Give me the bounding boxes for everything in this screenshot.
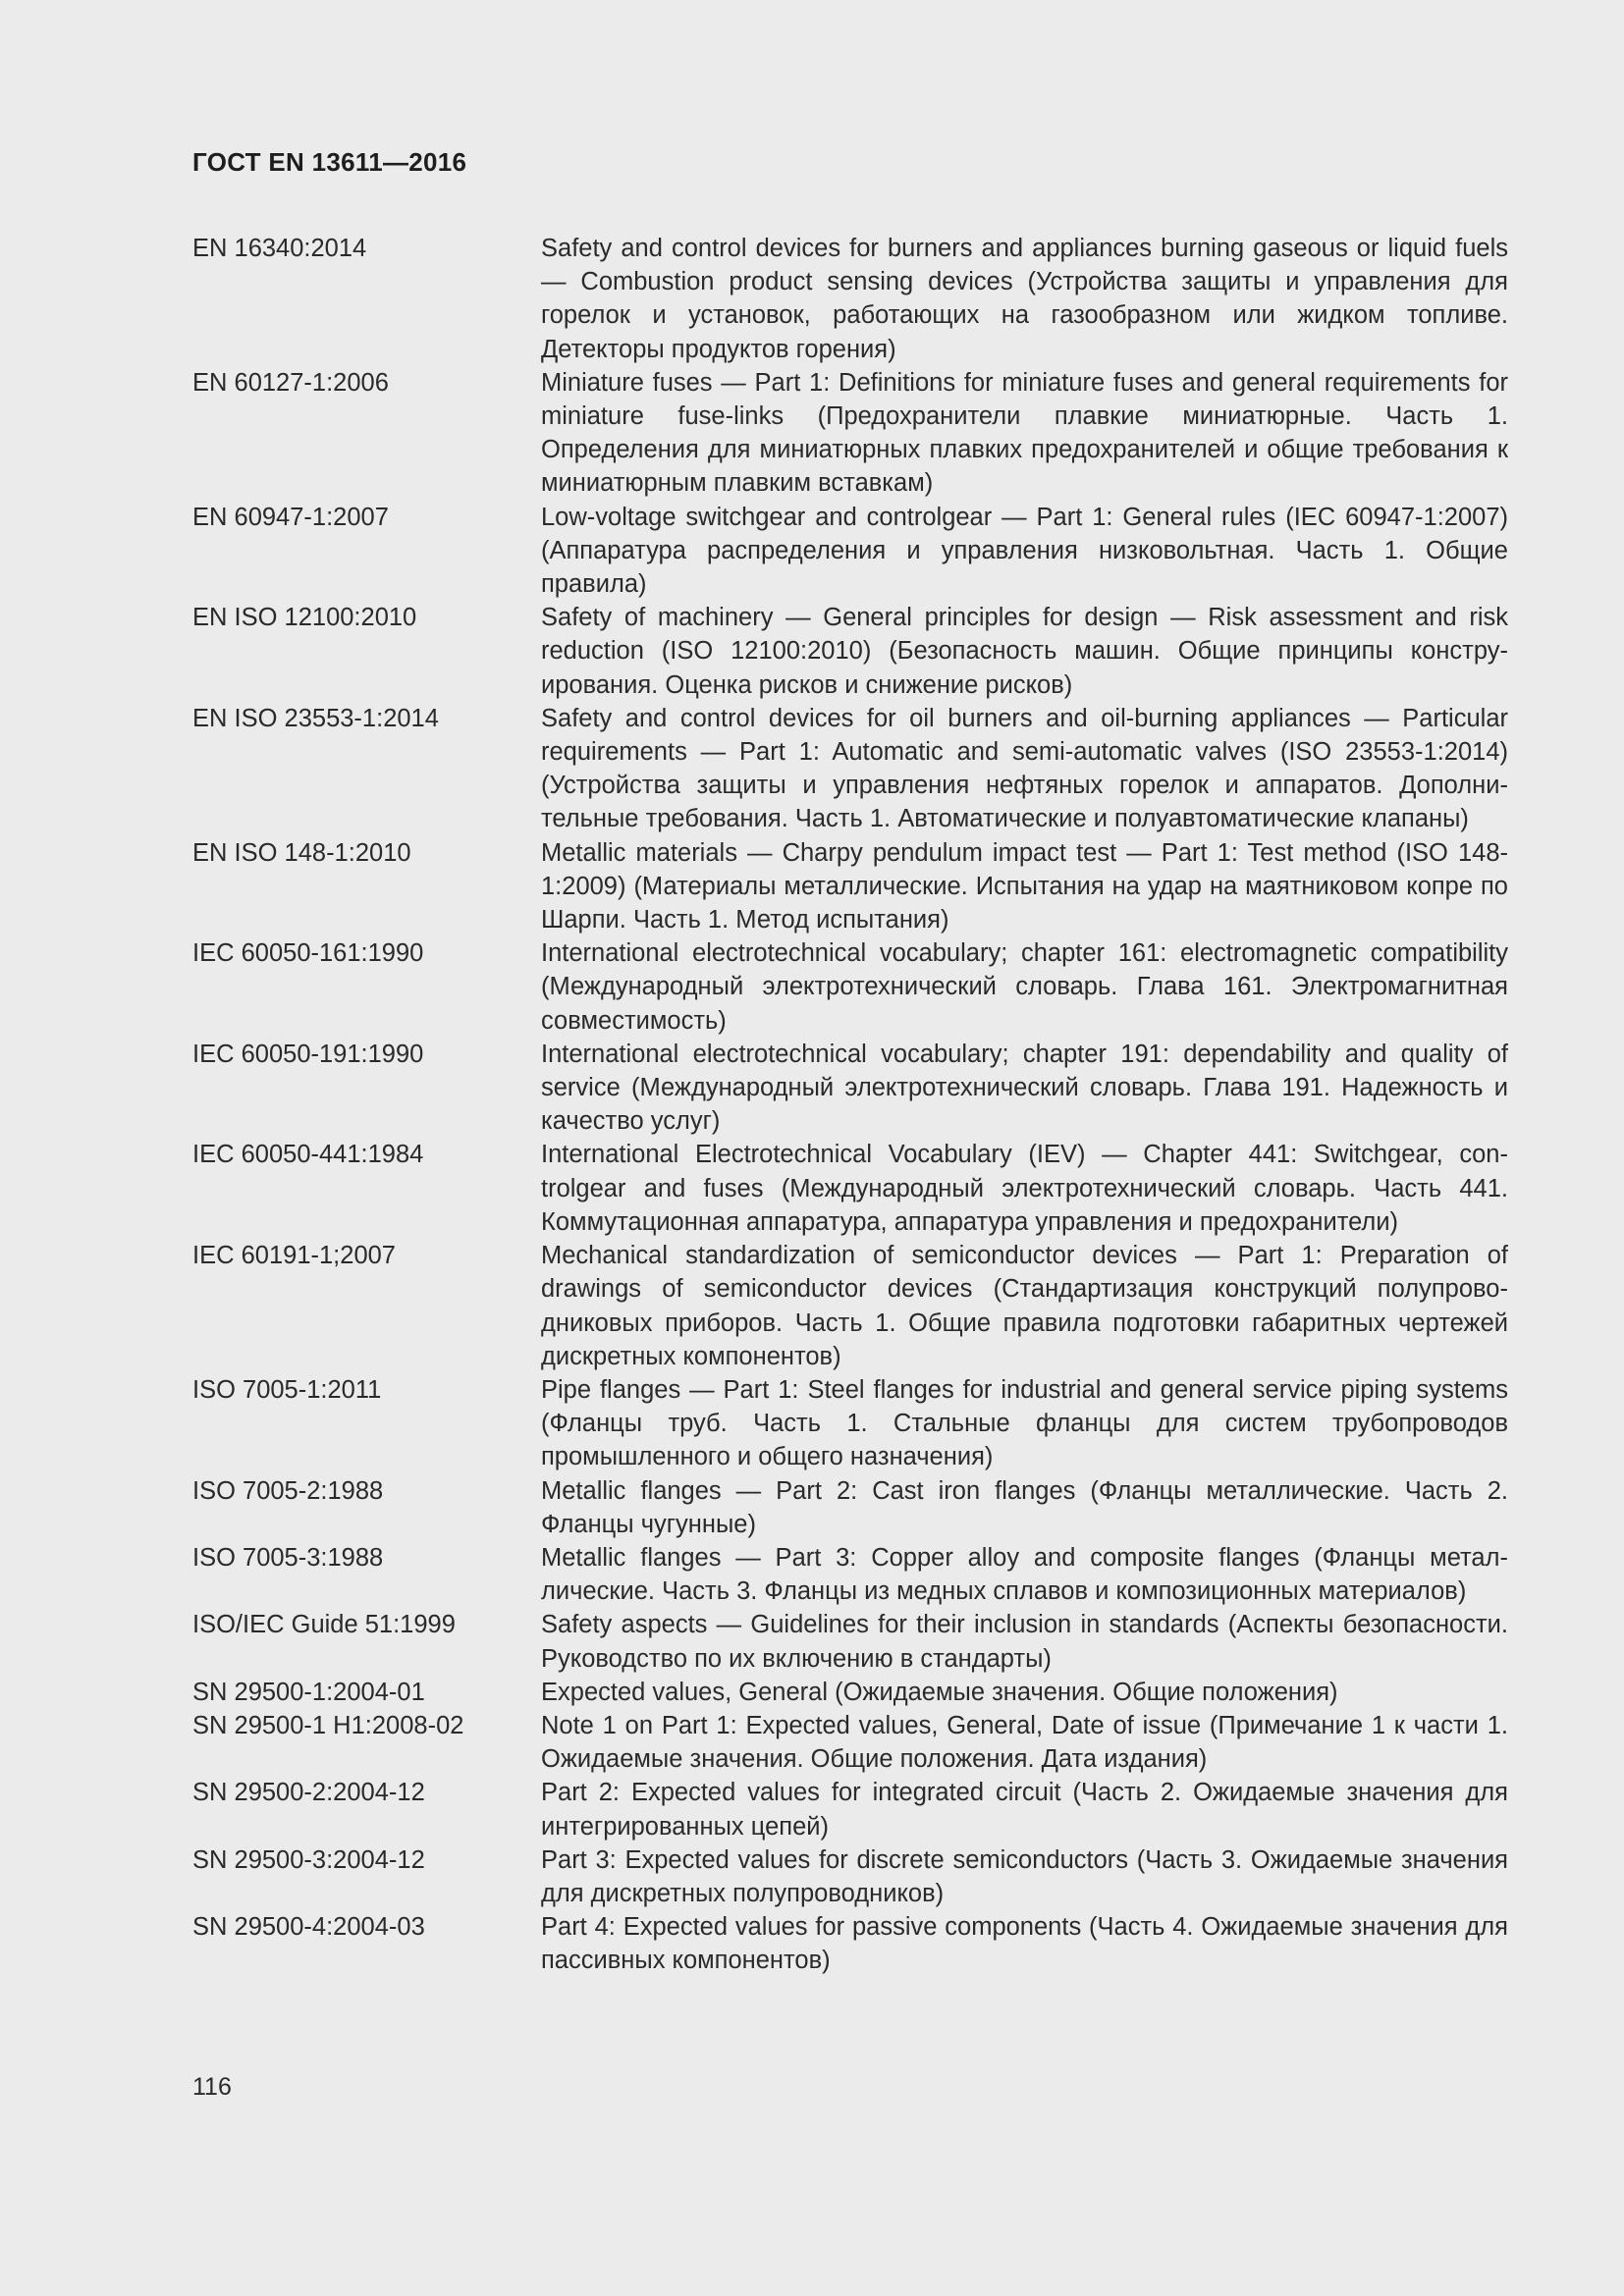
reference-code: IEC 60050-191:1990 <box>192 1040 424 1068</box>
reference-code: EN ISO 12100:2010 <box>192 604 417 632</box>
reference-title: International Electrotechnical Vocabulary (IEV) — Chapter 441: Switchgear, controlgear and fuses (Международный электротехнический словарь. Часть 441. Коммутационная аппаратура, аппаратура управления и предохранители) <box>541 1141 1508 1236</box>
reference-code: ISO/IEC Guide 51:1999 <box>192 1611 456 1639</box>
reference-code: ISO 7005-1:2011 <box>192 1375 382 1404</box>
reference-code: IEC 60191-1;2007 <box>192 1242 396 1270</box>
reference-code: SN 29500-3:2004-12 <box>192 1845 425 1874</box>
reference-code: ISO 7005-2:1988 <box>192 1476 384 1505</box>
reference-code: ISO 7005-3:1988 <box>192 1543 384 1572</box>
reference-code: IEC 60050-441:1984 <box>192 1141 424 1169</box>
reference-title: Part 3: Expected values for discrete semiconductors (Часть 3. Ожидаемые значения для дискретных полупроводников) <box>541 1845 1508 1907</box>
reference-code: EN ISO 148-1:2010 <box>192 838 411 867</box>
reference-row <box>192 936 1508 1038</box>
reference-title: Expected values, General (Ожидаемые значения. Общие положения) <box>541 1678 1338 1706</box>
reference-row <box>192 1138 1508 1239</box>
reference-code: SN 29500-1:2004-01 <box>192 1678 425 1706</box>
reference-row <box>192 1474 1508 1541</box>
reference-row <box>192 1709 1508 1776</box>
reference-title: Part 4: Expected values for passive components (Часть 4. Ожидаемые значения для пассивных компонентов) <box>541 1913 1508 1975</box>
reference-row <box>192 601 1508 702</box>
reference-row <box>192 1541 1508 1608</box>
document-header: ГОСТ EN 13611—2016 <box>192 147 467 177</box>
reference-title: Note 1 on Part 1: Expected values, General, Date of issue (Примечание 1 к части 1. Ожидаемые значения. Общие положения. Дата издания) <box>541 1711 1508 1774</box>
reference-title: Safety of machinery — General principles for design — Risk assessment and risk reduction (ISO 12100:2010) (Безопасность машин. Общие принципы конструирования. Оценка рисков и снижение рисков) <box>541 604 1508 699</box>
reference-row <box>192 1843 1508 1910</box>
reference-title: Low-voltage switchgear and controlgear — Part 1: General rules (IEC 60947-1:2007) (Аппаратура распределения и управления низковольтная. Часть 1. Общие правила) <box>541 503 1508 599</box>
reference-code: EN ISO 23553-1:2014 <box>192 704 439 732</box>
reference-row <box>192 1608 1508 1675</box>
reference-code: EN 60947-1:2007 <box>192 503 389 531</box>
reference-title: Mechanical standardization of semiconductor devices — Part 1: Preparation of drawings of semiconductor devices (Стандартизация конструкций полупроводниковых приборов. Часть 1. Общие правила подготовки габаритных чертежей дискретных компонентов) <box>541 1242 1508 1370</box>
reference-list <box>192 232 1508 1978</box>
reference-code: SN 29500-1 H1:2008-02 <box>192 1711 464 1739</box>
reference-title: Safety and control devices for burners and appliances burning gaseous or liquid fuels — Combustion product sensing devices (Устройства защиты и управления для горелок и установок, работающих на газообразном или жидком топливе. Детекторы продуктов горения) <box>541 235 1508 363</box>
reference-title: Miniature fuses — Part 1: Definitions for miniature fuses and general requirements for miniature fuse-links (Предохранители плавкие миниатюрные. Часть 1. Определения для миниатюрных плавких предохранителей и общие требования к миниатюрным плавким вставкам) <box>541 368 1508 498</box>
reference-title: International electrotechnical vocabulary; chapter 161: electromagnetic compatibility (Международный электротехнический словарь. Глава 161. Электромагнитная совместимость) <box>541 939 1508 1035</box>
reference-title: Part 2: Expected values for integrated circuit (Часть 2. Ожидаемые значения для интегрированных цепей) <box>541 1779 1508 1841</box>
reference-code: SN 29500-2:2004-12 <box>192 1779 425 1807</box>
reference-row <box>192 1239 1508 1373</box>
reference-code: EN 16340:2014 <box>192 235 367 262</box>
reference-title: International electrotechnical vocabulary; chapter 191: dependability and quality of service (Международный электротехнический словарь. Глава 191. Надежность и качество услуг) <box>541 1040 1508 1136</box>
reference-row <box>192 1373 1508 1474</box>
reference-code: EN 60127-1:2006 <box>192 368 389 397</box>
reference-code: IEC 60050-161:1990 <box>192 939 424 968</box>
reference-row <box>192 232 1508 366</box>
reference-title: Metallic flanges — Part 3: Copper alloy and composite flanges (Фланцы металлические. Часть 3. Фланцы из медных сплавов и композиционных материалов) <box>541 1543 1508 1606</box>
page-number: 116 <box>192 2073 232 2101</box>
reference-row <box>192 1776 1508 1842</box>
reference-title: Metallic materials — Charpy pendulum impact test — Part 1: Test method (ISO 148-1:2009) (Материалы металлические. Испытания на удар на маятниковом копре по Шарпи. Часть 1. Метод испытания) <box>541 838 1508 934</box>
reference-row <box>192 1038 1508 1139</box>
reference-row <box>192 836 1508 937</box>
reference-row <box>192 1676 1508 1709</box>
reference-code: SN 29500-4:2004-03 <box>192 1913 425 1942</box>
reference-row <box>192 366 1508 501</box>
reference-title: Metallic flanges — Part 2: Cast iron flanges (Фланцы металлические. Часть 2. Фланцы чугунные) <box>541 1476 1508 1538</box>
reference-row <box>192 1910 1508 1977</box>
reference-title: Safety and control devices for oil burners and oil-burning appliances — Particular requirements — Part 1: Automatic and semi-automatic valves (ISO 23553-1:2014) (Устройства защиты и управления нефтяных горелок и аппаратов. Дополнительные требования. Часть 1. Автоматические и полуавтоматические клапаны) <box>541 704 1508 833</box>
reference-row <box>192 702 1508 836</box>
reference-title: Safety aspects — Guidelines for their inclusion in standards (Аспекты безопасности. Руководство по их включению в стандарты) <box>541 1611 1508 1673</box>
reference-title: Pipe flanges — Part 1: Steel flanges for industrial and general service piping systems (Фланцы труб. Часть 1. Стальные фланцы для систем трубопроводов промышленного и общего назначения) <box>541 1375 1508 1471</box>
reference-row <box>192 501 1508 602</box>
